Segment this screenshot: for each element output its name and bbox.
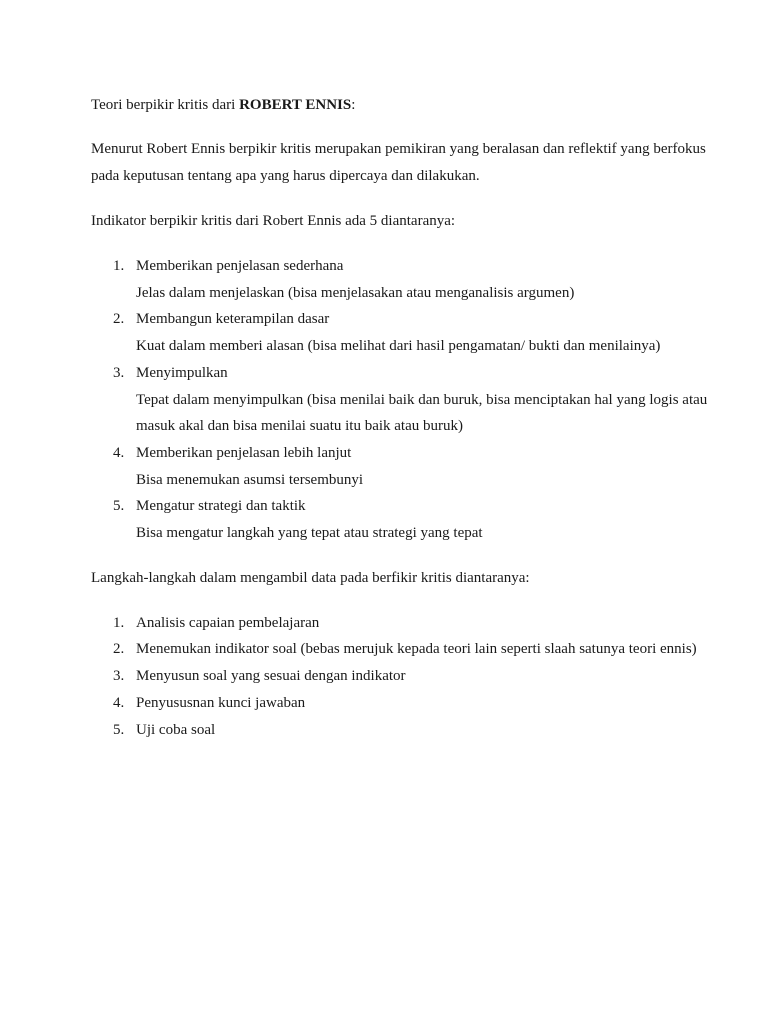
- indicator-title: Memberikan penjelasan lebih lanjut: [136, 444, 352, 461]
- indicator-description: Tepat dalam menyimpulkan (bisa menilai baik dan buruk, bisa menciptakan hal yang logis atau masuk akal dan bisa menilai suatu itu baik atau buruk): [136, 391, 708, 435]
- indicator-item: [91, 440, 718, 493]
- step-item: [91, 717, 718, 744]
- heading-prefix: Teori berpikir kritis dari: [91, 97, 240, 113]
- step-text: Analisis capaian pembelajaran: [136, 614, 320, 631]
- indicator-description: Bisa menemukan asumsi tersembunyi: [136, 471, 364, 488]
- steps-intro: Langkah-langkah dalam mengambil data pada berfikir kritis diantaranya:: [91, 569, 530, 586]
- step-number: 4.: [113, 694, 125, 711]
- step-item: [91, 610, 718, 637]
- step-text: Uji coba soal: [136, 721, 216, 738]
- step-text: Menyusun soal yang sesuai dengan indikator: [136, 668, 406, 685]
- indicator-description: Jelas dalam menjelaskan (bisa menjelasakan atau menganalisis argumen): [136, 284, 575, 301]
- step-number: 2.: [113, 641, 125, 658]
- step-item: [91, 690, 718, 717]
- indicator-number: 5.: [113, 498, 125, 515]
- indicator-item: [91, 253, 718, 306]
- document-heading: [91, 92, 718, 119]
- heading-name: ROBERT ENNIS: [239, 97, 352, 113]
- indicators-list: [91, 253, 718, 547]
- indicator-item: [91, 360, 718, 440]
- indicator-number: 1.: [113, 258, 125, 274]
- indicators-intro: Indikator berpikir kritis dari Robert Ennis ada 5 diantaranya:: [91, 213, 456, 229]
- heading-suffix: :: [351, 97, 356, 113]
- indicator-title: Menyimpulkan: [136, 364, 228, 381]
- step-item: [91, 636, 718, 663]
- definition-paragraph: Menurut Robert Ennis berpikir kritis merupakan pemikiran yang beralasan dan reflektif yang berfokus pada keputusan tentang apa yang harus dipercaya dan dilakukan.: [91, 141, 706, 184]
- step-number: 3.: [113, 668, 125, 685]
- step-number: 5.: [113, 721, 125, 738]
- indicator-title: Membangun keterampilan dasar: [136, 311, 330, 328]
- indicator-description: Bisa mengatur langkah yang tepat atau strategi yang tepat: [136, 525, 483, 542]
- step-item: [91, 663, 718, 690]
- indicator-number: 2.: [113, 311, 125, 328]
- indicator-description: Kuat dalam memberi alasan (bisa melihat dari hasil pengamatan/ bukti dan menilainya): [136, 338, 661, 355]
- indicator-item: [91, 306, 718, 359]
- indicator-title: Mengatur strategi dan taktik: [136, 498, 306, 515]
- indicator-title: Memberikan penjelasan sederhana: [136, 258, 344, 274]
- indicator-number: 4.: [113, 444, 125, 461]
- indicator-item: [91, 493, 718, 546]
- steps-list: [91, 610, 718, 744]
- indicator-number: 3.: [113, 364, 125, 381]
- step-text: Penyususnan kunci jawaban: [136, 694, 306, 711]
- step-text: Menemukan indikator soal (bebas merujuk kepada teori lain seperti slaah satunya teori ennis): [136, 641, 697, 658]
- step-number: 1.: [113, 614, 125, 631]
